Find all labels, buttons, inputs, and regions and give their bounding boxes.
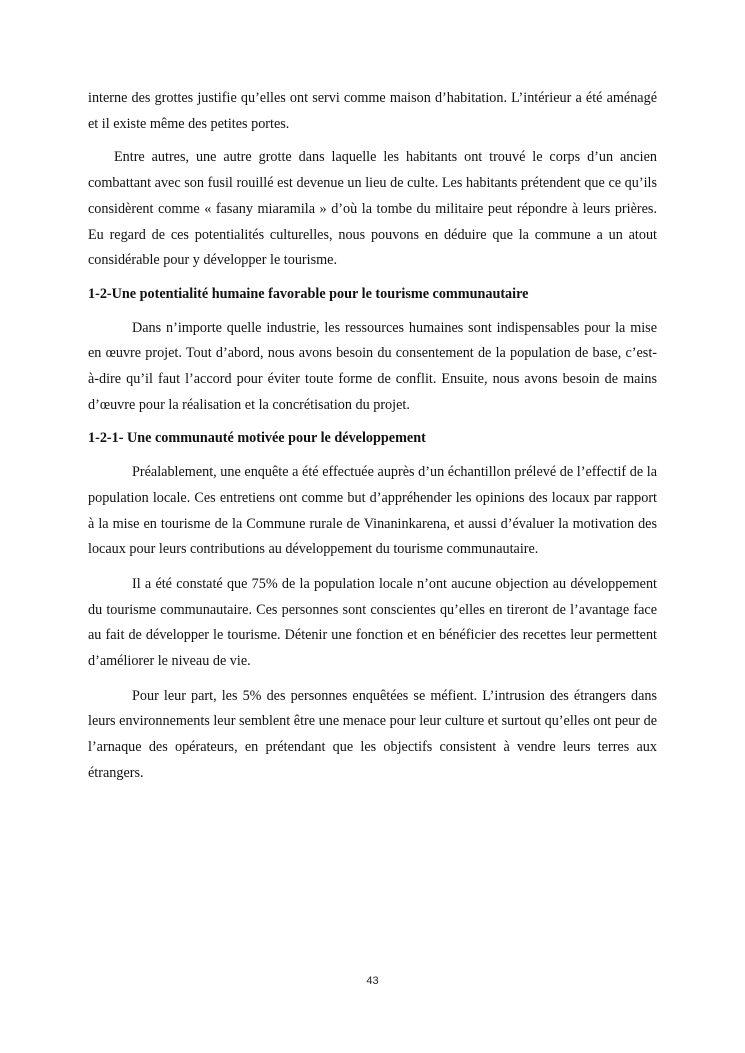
section-heading-potentialite-humaine: 1-2-Une potentialité humaine favorable pour le tourisme communautaire <box>88 285 529 302</box>
subsection-heading-communaute-motivee: 1-2-1- Une communauté motivée pour le développement <box>88 430 426 447</box>
paragraph-grottes-habitation: interne des grottes justifie qu’elles ont servi comme maison d’habitation. L’intérieur a été aménagé et il existe même des petites portes. <box>88 90 657 132</box>
paragraph-ressources-humaines: Dans n’importe quelle industrie, les ressources humaines sont indispensables pour la mise en œuvre projet. Tout d’abord, nous avons besoin du consentement de la population de base, c’est-à-dire qu’il faut l’accord pour éviter toute forme de conflit. Ensuite, nous avons besoin de mains d’œuvre pour la réalisation et la concrétisation du projet. <box>88 319 657 413</box>
paragraph-5-percent: Pour leur part, les 5% des personnes enquêtées se méfient. L’intrusion des étrangers dans leurs environnements leur semblent être une menace pour leur culture et surtout qu’elles ont peur de l’arnaque des opérateurs, en prétendant que les objectifs consistent à vendre leurs terres aux étrangers. <box>88 687 657 781</box>
document-page <box>88 86 657 787</box>
paragraph-lieu-de-culte: Entre autres, une autre grotte dans laquelle les habitants ont trouvé le corps d’un ancien combattant avec son fusil rouillé est devenue un lieu de culte. Les habitants prétendent que ce qu’ils considèrent comme « fasany miaramila » d’où la tombe du militaire peut répondre à leurs prières. Eu regard de ces potentialités culturelles, nous pouvons en déduire que la commune a un atout considérable pour y développer le tourisme. <box>88 149 657 269</box>
paragraph-enquete: Préalablement, une enquête a été effectuée auprès d’un échantillon prélevé de l’effectif de la population locale. Ces entretiens ont comme but d’appréhender les opinions des locaux par rapport à la mise en tourisme de la Commune rurale de Vinaninkarena, et aussi d’évaluer la motivation des locaux pour leurs contributions au développement du tourisme communautaire. <box>88 464 657 558</box>
paragraph-75-percent: Il a été constaté que 75% de la population locale n’ont aucune objection au développement du tourisme communautaire. Ces personnes sont conscientes qu’elles en tireront de l’avantage face au fait de développer le tourisme. Détenir une fonction et en bénéficier des recettes leur permettent d’améliorer le niveau de vie. <box>88 575 657 670</box>
page-number: 43 <box>366 975 379 987</box>
